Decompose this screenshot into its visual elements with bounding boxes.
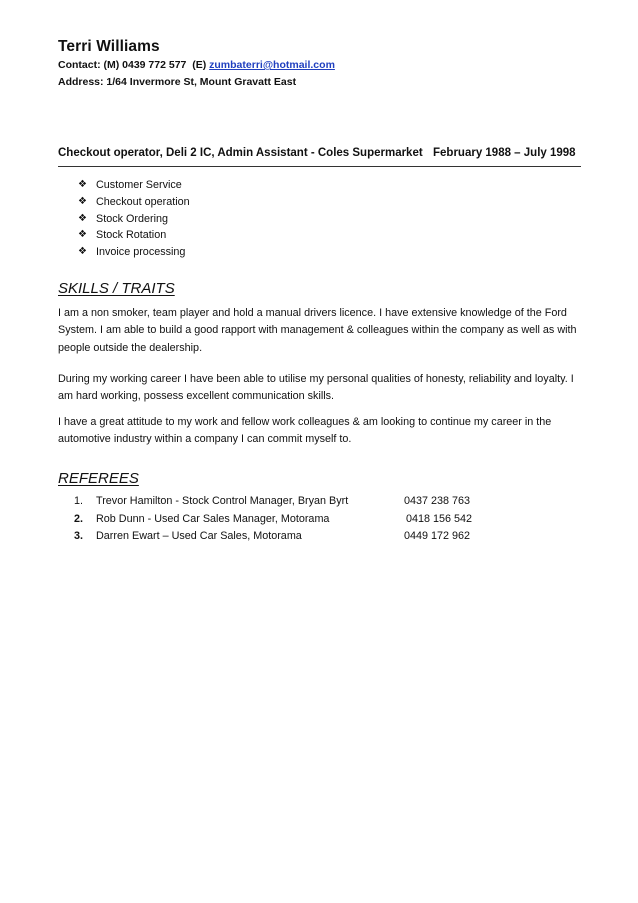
referee-description: Trevor Hamilton - Stock Control Manager, Bryan Byrt bbox=[96, 495, 349, 507]
diamond-bullet-icon: ❖ bbox=[78, 195, 87, 207]
duties-list bbox=[78, 177, 190, 261]
candidate-name: Terri Williams bbox=[58, 38, 160, 55]
diamond-bullet-icon: ❖ bbox=[78, 229, 87, 241]
referee-phone: 0449 172 962 bbox=[404, 530, 471, 542]
list-item bbox=[74, 528, 494, 546]
list-item bbox=[78, 177, 190, 194]
referees-list bbox=[74, 493, 494, 546]
duty-text: Customer Service bbox=[96, 179, 182, 191]
referee-description: Darren Ewart – Used Car Sales, Motorama bbox=[96, 530, 302, 542]
referee-number: 1. bbox=[74, 495, 84, 507]
duty-text: Stock Rotation bbox=[96, 229, 167, 242]
diamond-bullet-icon: ❖ bbox=[78, 246, 87, 258]
referee-phone: 0437 238 763 bbox=[404, 495, 471, 507]
referee-number: 2. bbox=[74, 512, 84, 525]
duty-text: Invoice processing bbox=[96, 246, 186, 259]
job-header bbox=[58, 147, 581, 167]
list-item bbox=[74, 511, 494, 529]
list-item bbox=[74, 493, 494, 511]
list-item bbox=[78, 244, 190, 261]
contact-line bbox=[58, 59, 335, 71]
duty-text: Stock Ordering bbox=[96, 212, 169, 225]
diamond-bullet-icon: ❖ bbox=[78, 179, 87, 190]
referee-number: 3. bbox=[74, 530, 84, 542]
list-item bbox=[78, 227, 190, 244]
skills-paragraph: I am a non smoker, team player and hold a manual drivers licence. I have extensive knowledge of the Ford System. I am able to build a good rapport with management & colleagues within the company as well as with people outside the dealership. bbox=[58, 307, 577, 354]
referee-description: Rob Dunn - Used Car Sales Manager, Motorama bbox=[96, 512, 330, 525]
job-title: Checkout operator, Deli 2 IC, Admin Assistant - Coles Supermarket bbox=[58, 147, 423, 159]
referees-heading: REFEREES bbox=[58, 470, 139, 487]
diamond-bullet-icon: ❖ bbox=[78, 212, 87, 224]
skills-paragraph: During my working career I have been able to utilise my personal qualities of honesty, reliability and loyalty. I am hard working, possess excellent communication skills. bbox=[58, 373, 574, 403]
contact-phone-text: Contact: (M) 0439 772 577 (E) bbox=[58, 59, 210, 71]
list-item bbox=[78, 194, 190, 211]
email-link[interactable]: zumbaterri@hotmail.com bbox=[209, 59, 335, 71]
address-line: Address: 1/64 Invermore St, Mount Gravatt East bbox=[58, 76, 297, 88]
referee-phone: 0418 156 542 bbox=[406, 512, 473, 525]
job-dates: February 1988 – July 1998 bbox=[433, 147, 576, 159]
skills-paragraph: I have a great attitude to my work and fellow work colleagues & am looking to continue my career in the automotive industry within a company I can commit myself to. bbox=[58, 416, 552, 446]
skills-heading: SKILLS / TRAITS bbox=[58, 280, 175, 297]
list-item bbox=[78, 211, 190, 228]
duty-text: Checkout operation bbox=[96, 195, 190, 208]
